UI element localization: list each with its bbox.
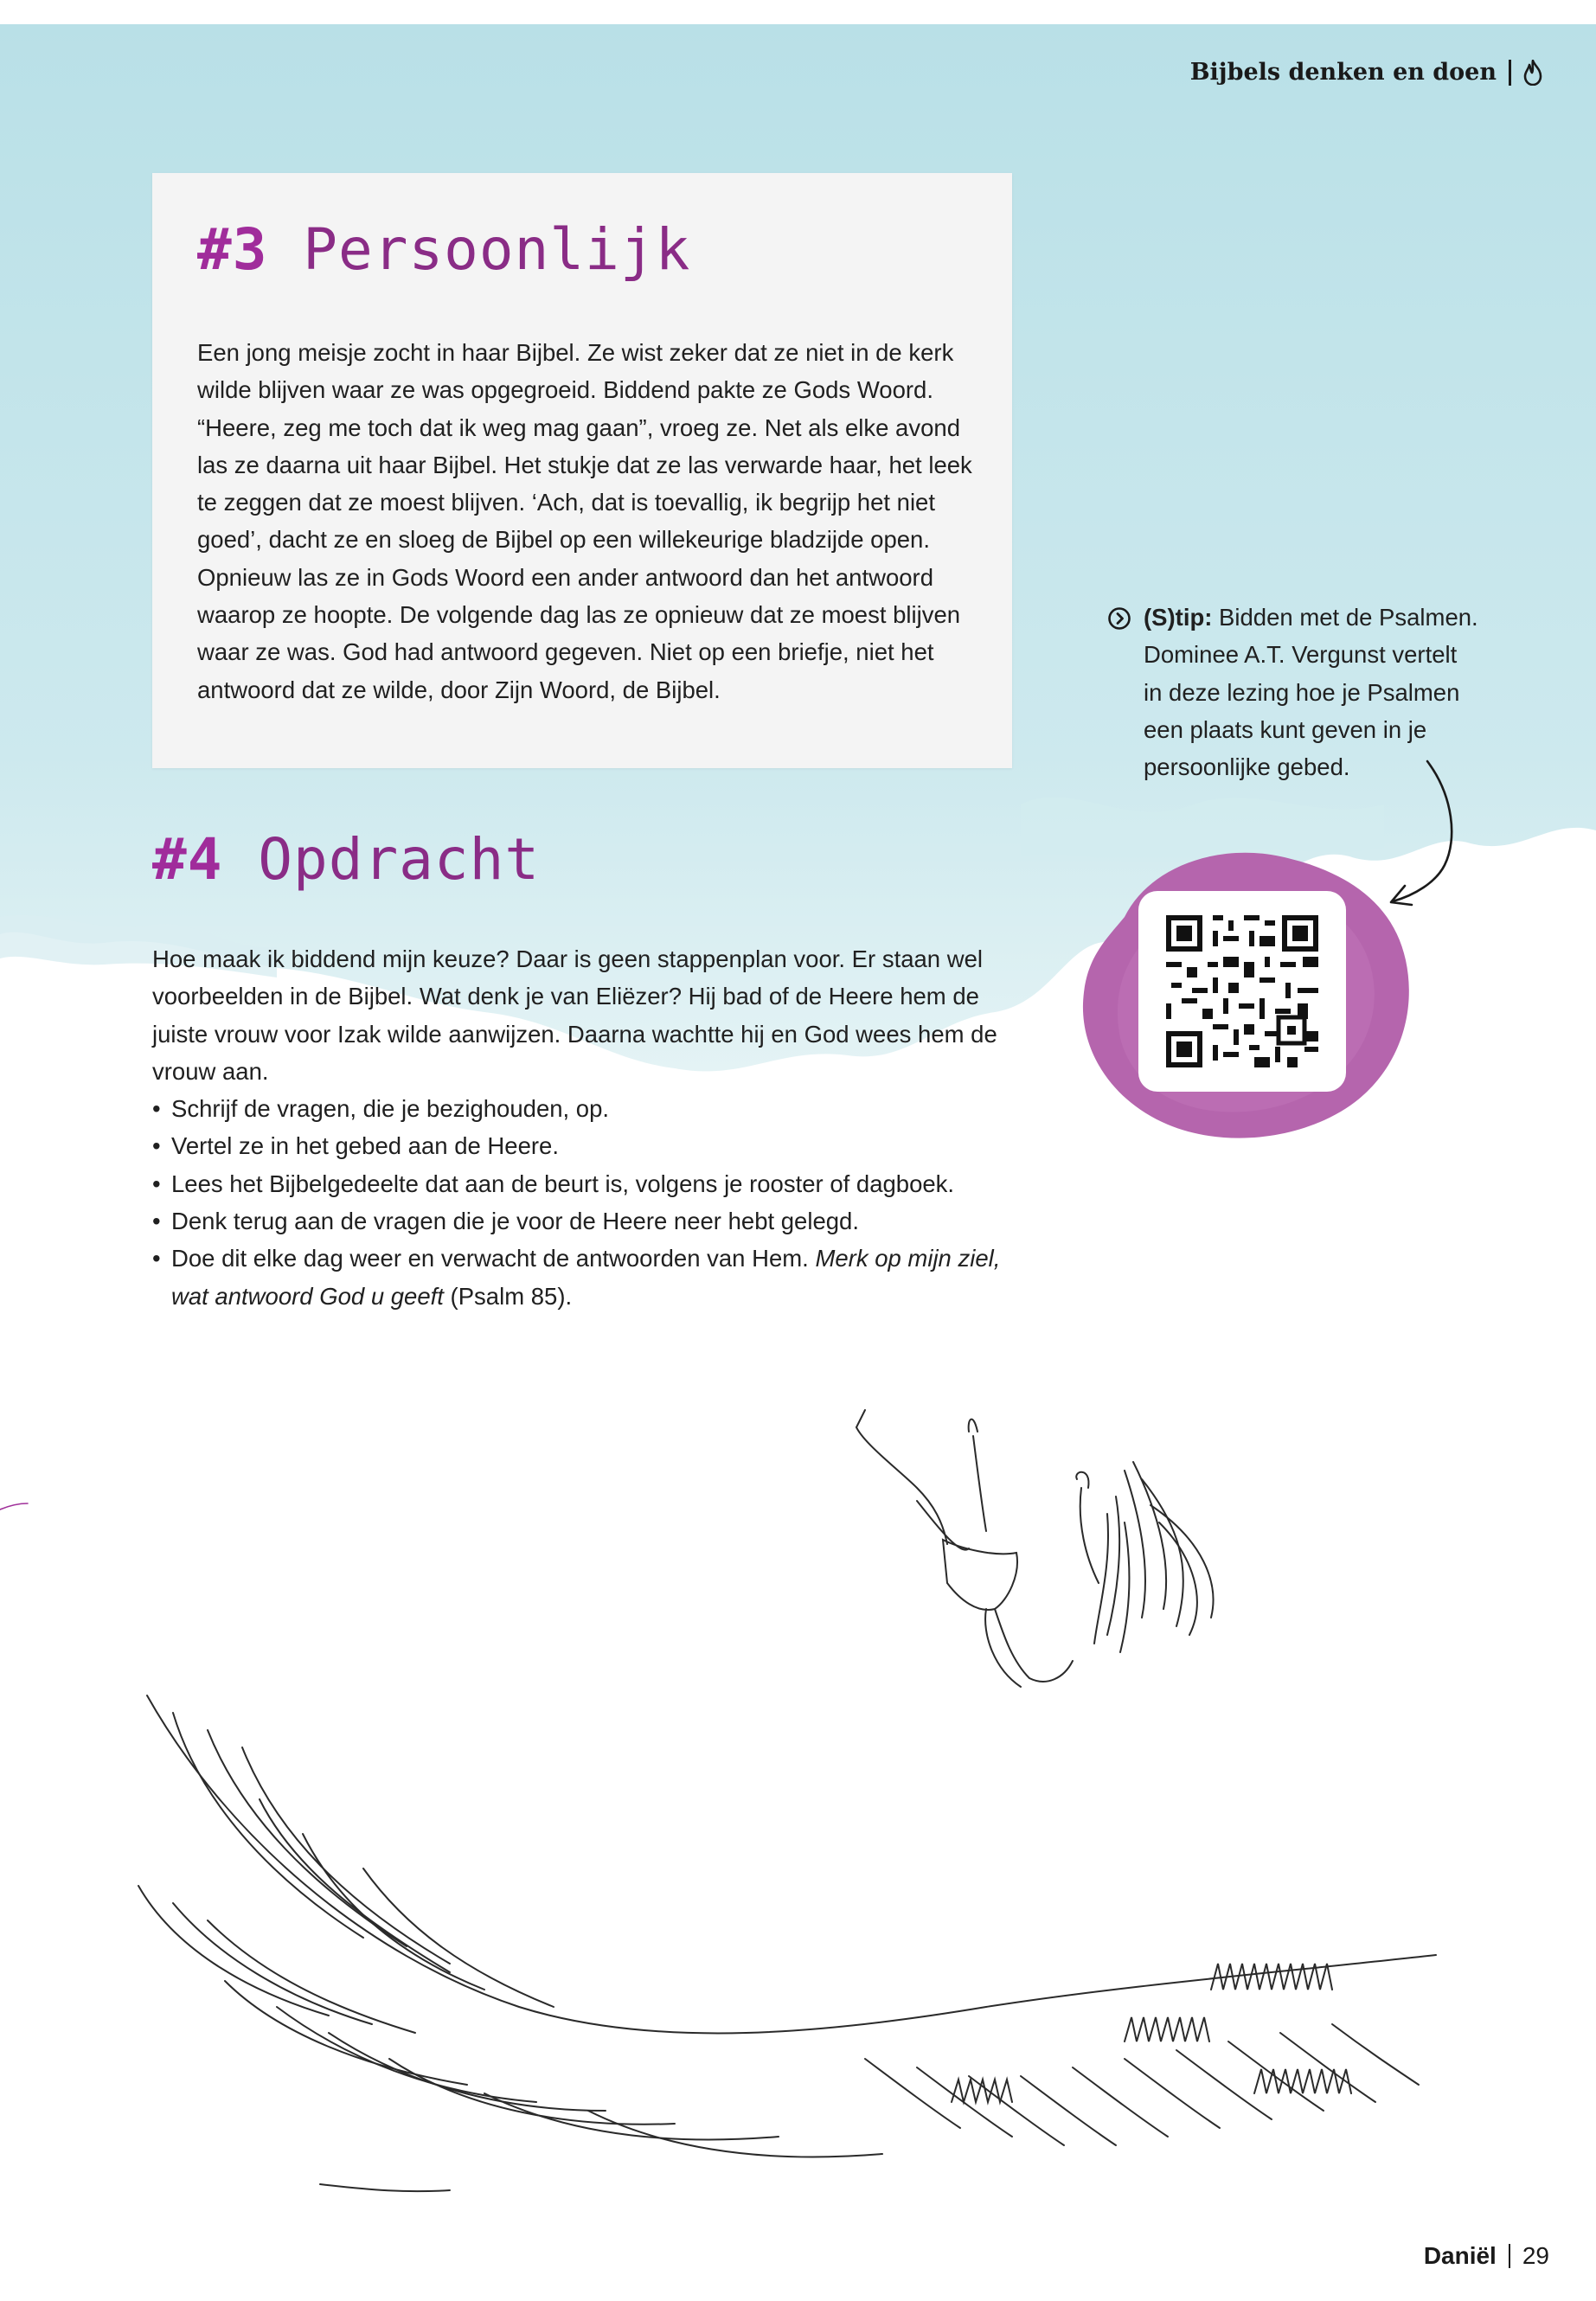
header-divider	[1509, 60, 1511, 86]
section-4	[152, 826, 1026, 1315]
section-4-intro: Hoe maak ik biddend mijn keuze? Daar is geen stappenplan voor. Er staan wel voorbeelden in de Bijbel. Wat denk je van Eliëzer? Hij bad of de Heere hem de juiste vrouw voor Izak wilde aanwijzen. Daarna wachtte hij en God wees hem de vrouw aan.	[152, 945, 997, 1085]
list-item: • Denk terug aan de vragen die je voor de Heere neer hebt gelegd.	[152, 1202, 1017, 1240]
section-3-number: #3	[197, 216, 268, 283]
qr-code-icon[interactable]	[1138, 891, 1346, 1092]
list-item: • Vertel ze in het gebed aan de Heere.	[152, 1127, 1017, 1164]
psalm-quote: Merk op mijn ziel, wat antwoord God u geeft	[171, 1245, 1001, 1310]
running-header	[1190, 59, 1542, 86]
book-title: Daniël	[1423, 2242, 1497, 2269]
section-4-heading	[152, 826, 1026, 893]
section-3-title: Persoonlijk	[303, 216, 691, 283]
page-number: 29	[1522, 2242, 1549, 2269]
footer-divider	[1509, 2244, 1510, 2268]
flame-icon	[1523, 60, 1542, 86]
wing-and-falling-girl-illustration	[0, 1349, 1596, 2223]
section-3-heading	[197, 216, 690, 283]
chevron-right-circle-icon	[1107, 606, 1131, 631]
page-footer	[1424, 2242, 1549, 2270]
section-4-number: #4	[152, 826, 223, 893]
list-item	[152, 1240, 1017, 1315]
list-item-text: Doe dit elke dag weer en verwacht de antwoorden van Hem.	[171, 1245, 816, 1272]
psalm-reference: (Psalm 85).	[443, 1282, 573, 1310]
series-title: Bijbels denken en doen	[1189, 59, 1497, 86]
tip-label: (S)tip:	[1144, 604, 1213, 631]
list-item: • Lees het Bijbelgedeelte dat aan de beurt is, volgens je rooster of dagboek.	[152, 1165, 1017, 1202]
assignment-list	[152, 1090, 1017, 1315]
section-4-title: Opdracht	[258, 826, 541, 893]
qr-card[interactable]	[1138, 891, 1346, 1092]
list-item: • Schrijf de vragen, die je bezighouden, op.	[152, 1090, 1017, 1127]
section-3-card	[152, 173, 1012, 768]
tip-description: Bidden met de Psalmen. Dominee A.T. Vergunst vertelt in deze lezing hoe je Psalmen een plaats kunt geven in je persoonlijke gebed.	[1144, 604, 1478, 781]
section-3-body: Een jong meisje zocht in haar Bijbel. Ze wist zeker dat ze niet in de kerk wilde blijven waar ze was opgegroeid. Biddend pakte ze Gods Woord. “Heere, zeg me toch dat ik weg mag gaan”, vroeg ze. Net als elke avond las ze daarna uit haar Bijbel. Het stukje dat ze las verwarde haar, het leek te zeggen dat ze moest blijven. ‘Ach, dat is toevallig, ik begrijp het niet goed’, dacht ze en sloeg de Bijbel op een willekeurige bladzijde open. Opnieuw las ze in Gods Woord een ander antwoord dan het antwoord waarop ze hoopte. De volgende dag las ze opnieuw dat ze moest blijven waar ze was. God had antwoord gegeven. Niet op een briefje, niet het antwoord dat ze wilde, door Zijn Woord, de Bijbel.	[197, 339, 972, 703]
